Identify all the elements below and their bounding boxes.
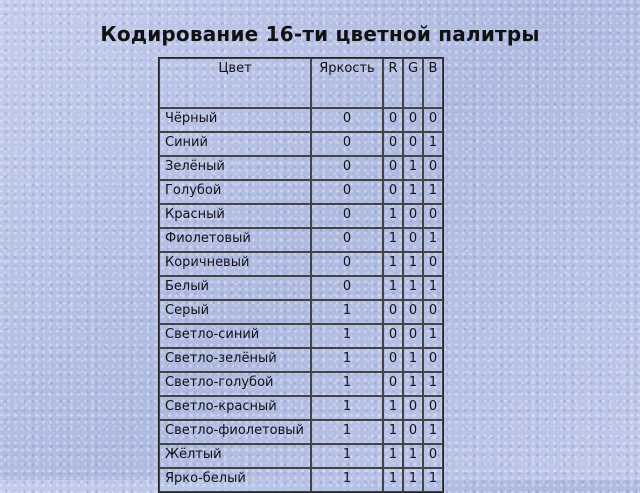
- g-cell: 1: [403, 444, 423, 468]
- brightness-cell: 1: [311, 348, 383, 372]
- table-row: [159, 324, 443, 348]
- r-cell: 0: [383, 132, 403, 156]
- g-cell: 1: [403, 180, 423, 204]
- header-color: Цвет: [159, 58, 311, 108]
- table-row: [159, 276, 443, 300]
- palette-table-body: [159, 58, 443, 492]
- color-name-cell: Красный: [159, 204, 311, 228]
- header-brightness: Яркость: [311, 58, 383, 108]
- r-cell: 1: [383, 468, 403, 492]
- table-row: [159, 468, 443, 492]
- color-name-cell: Светло-голубой: [159, 372, 311, 396]
- b-cell: 0: [423, 348, 443, 372]
- g-cell: 0: [403, 204, 423, 228]
- color-name-cell: Синий: [159, 132, 311, 156]
- color-name-cell: Ярко-белый: [159, 468, 311, 492]
- r-cell: 1: [383, 204, 403, 228]
- color-name-cell: Светло-зелёный: [159, 348, 311, 372]
- g-cell: 0: [403, 132, 423, 156]
- b-cell: 1: [423, 420, 443, 444]
- table-row: [159, 132, 443, 156]
- color-name-cell: Чёрный: [159, 108, 311, 132]
- brightness-cell: 1: [311, 444, 383, 468]
- brightness-cell: 0: [311, 132, 383, 156]
- table-row: [159, 396, 443, 420]
- r-cell: 0: [383, 348, 403, 372]
- color-name-cell: Жёлтый: [159, 444, 311, 468]
- brightness-cell: 1: [311, 420, 383, 444]
- g-cell: 0: [403, 300, 423, 324]
- brightness-cell: 0: [311, 108, 383, 132]
- header-r: R: [383, 58, 403, 108]
- b-cell: 0: [423, 156, 443, 180]
- color-name-cell: Белый: [159, 276, 311, 300]
- table-row: [159, 180, 443, 204]
- brightness-cell: 0: [311, 252, 383, 276]
- header-row: [159, 58, 443, 108]
- b-cell: 1: [423, 468, 443, 492]
- b-cell: 0: [423, 252, 443, 276]
- palette-table: [158, 57, 444, 493]
- b-cell: 1: [423, 180, 443, 204]
- header-b: B: [423, 58, 443, 108]
- color-name-cell: Фиолетовый: [159, 228, 311, 252]
- brightness-cell: 1: [311, 396, 383, 420]
- brightness-cell: 1: [311, 300, 383, 324]
- page-title: Кодирование 16-ти цветной палитры: [100, 22, 540, 46]
- b-cell: 1: [423, 276, 443, 300]
- b-cell: 0: [423, 204, 443, 228]
- table-row: [159, 228, 443, 252]
- b-cell: 1: [423, 228, 443, 252]
- table-row: [159, 252, 443, 276]
- color-name-cell: Светло-синий: [159, 324, 311, 348]
- g-cell: 1: [403, 252, 423, 276]
- b-cell: 0: [423, 108, 443, 132]
- brightness-cell: 0: [311, 228, 383, 252]
- r-cell: 1: [383, 252, 403, 276]
- g-cell: 0: [403, 108, 423, 132]
- r-cell: 1: [383, 444, 403, 468]
- r-cell: 0: [383, 108, 403, 132]
- r-cell: 1: [383, 420, 403, 444]
- color-name-cell: Зелёный: [159, 156, 311, 180]
- color-name-cell: Коричневый: [159, 252, 311, 276]
- table-row: [159, 300, 443, 324]
- r-cell: 0: [383, 324, 403, 348]
- b-cell: 0: [423, 300, 443, 324]
- brightness-cell: 0: [311, 204, 383, 228]
- color-name-cell: Голубой: [159, 180, 311, 204]
- g-cell: 1: [403, 468, 423, 492]
- header-g: G: [403, 58, 423, 108]
- brightness-cell: 1: [311, 372, 383, 396]
- table-row: [159, 420, 443, 444]
- table-row: [159, 108, 443, 132]
- b-cell: 0: [423, 396, 443, 420]
- r-cell: 0: [383, 180, 403, 204]
- table-row: [159, 204, 443, 228]
- g-cell: 1: [403, 372, 423, 396]
- r-cell: 0: [383, 156, 403, 180]
- g-cell: 0: [403, 228, 423, 252]
- table-row: [159, 372, 443, 396]
- brightness-cell: 1: [311, 324, 383, 348]
- g-cell: 1: [403, 276, 423, 300]
- g-cell: 0: [403, 420, 423, 444]
- color-name-cell: Светло-красный: [159, 396, 311, 420]
- b-cell: 0: [423, 444, 443, 468]
- brightness-cell: 1: [311, 468, 383, 492]
- table-row: [159, 156, 443, 180]
- color-name-cell: Светло-фиолетовый: [159, 420, 311, 444]
- r-cell: 0: [383, 372, 403, 396]
- brightness-cell: 0: [311, 276, 383, 300]
- brightness-cell: 0: [311, 180, 383, 204]
- g-cell: 1: [403, 156, 423, 180]
- r-cell: 1: [383, 228, 403, 252]
- b-cell: 1: [423, 132, 443, 156]
- r-cell: 1: [383, 396, 403, 420]
- brightness-cell: 0: [311, 156, 383, 180]
- r-cell: 1: [383, 276, 403, 300]
- b-cell: 1: [423, 324, 443, 348]
- b-cell: 1: [423, 372, 443, 396]
- table-row: [159, 444, 443, 468]
- g-cell: 0: [403, 324, 423, 348]
- color-name-cell: Серый: [159, 300, 311, 324]
- g-cell: 0: [403, 396, 423, 420]
- table-row: [159, 348, 443, 372]
- g-cell: 1: [403, 348, 423, 372]
- r-cell: 0: [383, 300, 403, 324]
